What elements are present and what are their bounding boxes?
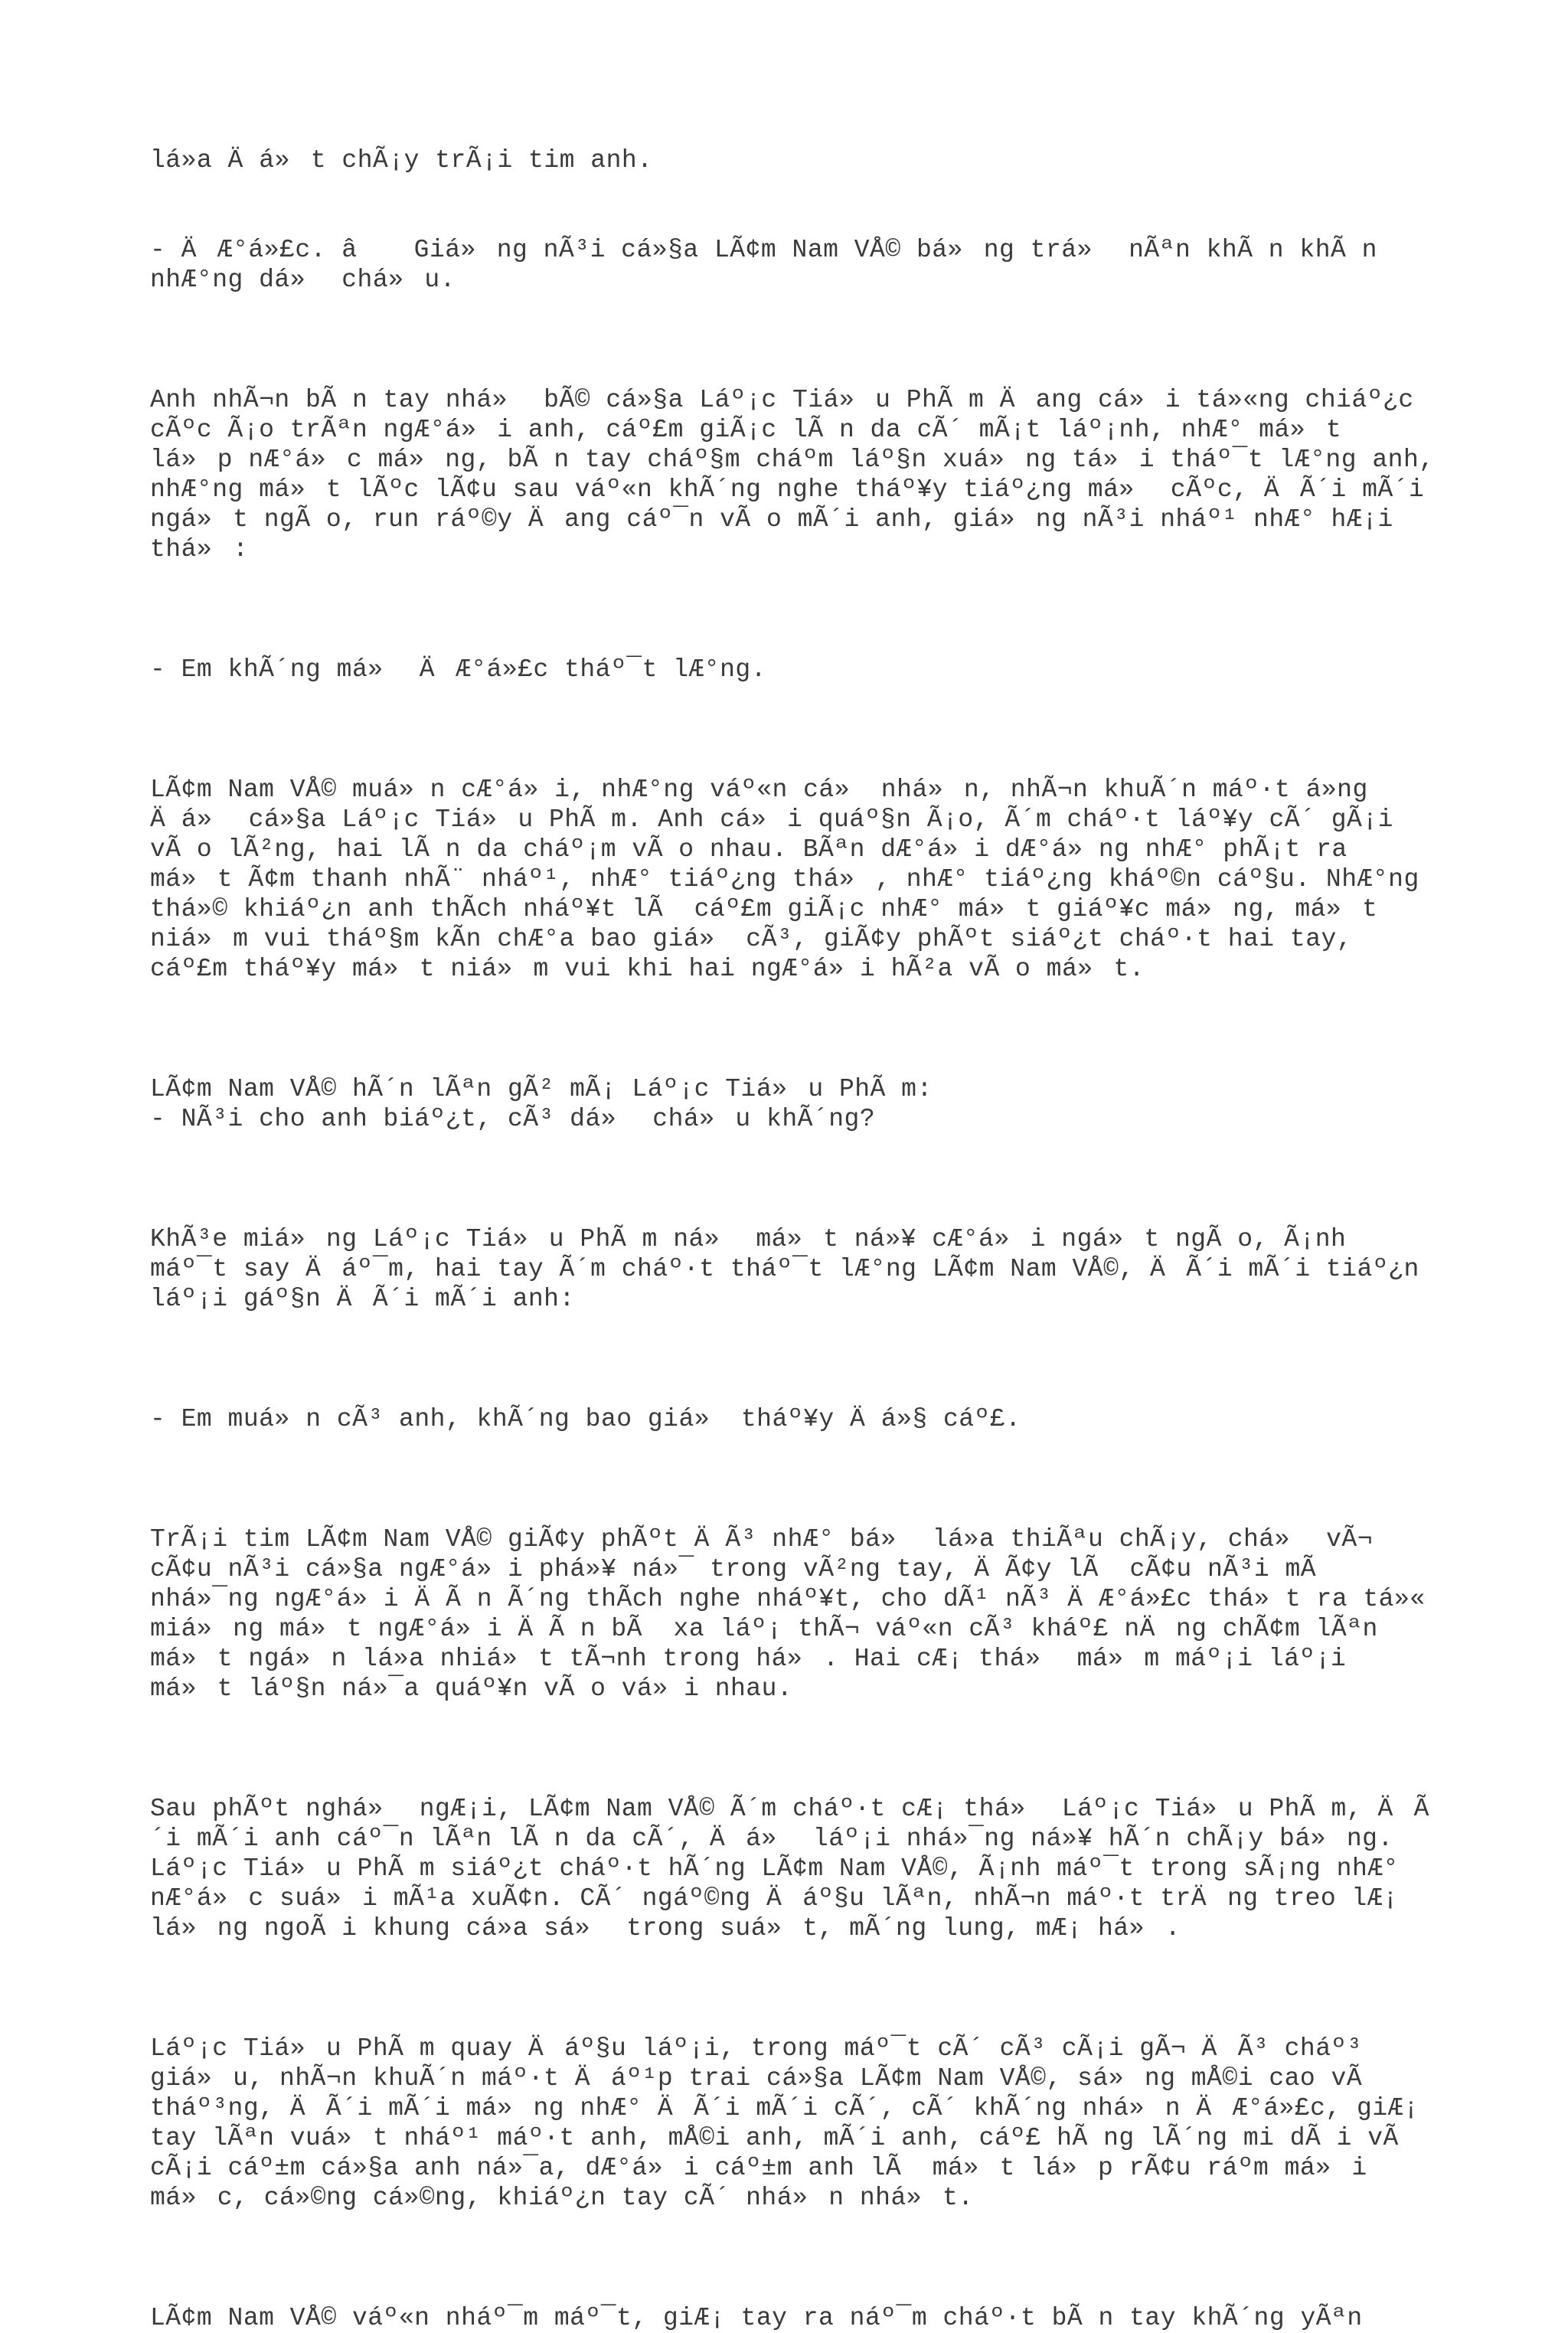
- paragraph: - Em muá»n cÃ³ anh, khÃ´ng bao giá» tháº¥y Äá»§ cáº£.: [150, 1405, 1021, 1433]
- paragraph: Anh nhÃ¬n bÃ n tay nhá» bÃ© cá»§a Láº¡c Tiá»u PhÃ m Äang cá»i tá»«ng chiáº¿c cÃºc Ã¡o trÃªn ngÆ°á»i anh, cáº£m giÃ¡c lÃ n da cÃ´ mÃ¡t láº¡nh, nhÆ° má»t lá»p nÆ°á»c má»ng, bÃ n tay cháº§m cháºm láº§n xuá»ng tá»i tháº¯t lÆ°ng anh, nhÆ°ng má»t lÃºc lÃ¢u sau váº«n khÃ´ng nghe tháº¥y tiáº¿ng má» cÃºc, ÄÃ´i mÃ´i ngá»t ngÃ o, run ráº©y Äang cáº¯n vÃ o mÃ´i anh, giá»ng nÃ³i nháº¹ nhÆ° hÆ¡i thá»:: [150, 386, 1450, 564]
- document-body: [150, 145, 1450, 2333]
- paragraph: - Em khÃ´ng má» ÄÆ°á»£c tháº¯t lÆ°ng.: [150, 655, 767, 684]
- paragraph: KhÃ³e miá»ng Láº¡c Tiá»u PhÃ m ná» má»t ná»¥ cÆ°á»i ngá»t ngÃ o, Ã¡nh máº¯t say Äáº¯m, hai tay Ã´m cháº·t tháº¯t lÆ°ng LÃ¢m Nam VÅ©, ÄÃ´i mÃ´i tiáº¿n láº¡i gáº§n ÄÃ´i mÃ´i anh:: [150, 1225, 1436, 1313]
- paragraph: Láº¡c Tiá»u PhÃ m quay Äáº§u láº¡i, trong máº¯t cÃ´ cÃ³ cÃ¡i gÃ¬ ÄÃ³ cháº³ giá» u, nhÃ¬n khuÃ´n máº·t Äáº¹p trai cá»§a LÃ¢m Nam VÅ©, sá»ng mÅ©i cao vÃ tháº³ng, ÄÃ´i mÃ´i má»ng nhÆ° ÄÃ´i mÃ´i cÃ´, cÃ´ khÃ´ng nhá»n ÄÆ°á»£c, giÆ¡ tay lÃªn vuá»t nháº¹ máº·t anh, mÅ©i anh, mÃ´i anh, cáº£ hÃ ng lÃ´ng mi dÃ i vÃ cÃ¡i cáº±m cá»§a anh ná»¯a, dÆ°á»i cáº±m anh lÃ má»t lá»p rÃ¢u ráºm má»i má»c, cá»©ng cá»©ng, khiáº¿n tay cÃ´ nhá»n nhá»t.: [150, 2034, 1435, 2212]
- paragraph: Sau phÃºt nghá» ngÆ¡i, LÃ¢m Nam VÅ© Ã´m cháº·t cÆ¡ thá» Láº¡c Tiá»u PhÃ m, ÄÃ´i mÃ´i anh cáº¯n lÃªn lÃ n da cÃ´, Äá» láº¡i nhá»¯ng ná»¥ hÃ´n chÃ¡y bá»ng. Láº¡c Tiá»u PhÃ m siáº¿t cháº·t hÃ´ng LÃ¢m Nam VÅ©, Ã¡nh máº¯t trong sÃ¡ng nhÆ° nÆ°á»c suá»i mÃ¹a xuÃ¢n. CÃ´ ngáº©ng Äáº§u lÃªn, nhÃ¬n máº·t trÄng treo lÆ¡ lá» ng ngoÃ i khung cá»a sá» trong suá»t, mÃ´ng lung, mÆ¡ há».: [150, 1795, 1429, 1943]
- paragraph: LÃ¢m Nam VÅ© muá»n cÆ°á»i, nhÆ°ng váº«n cá» nhá»n, nhÃ¬n khuÃ´n máº·t á»ng Äá» cá»§a Láº¡c Tiá»u PhÃ m. Anh cá»i quáº§n Ã¡o, Ã´m cháº·t láº¥y cÃ´ gÃ¡i vÃ o lÃ²ng, hai lÃ n da cháº¡m vÃ o nhau. BÃªn dÆ°á»i dÆ°á»ng nhÆ° phÃ¡t ra má»t Ã¢m thanh nhÃ¨ nháº¹, nhÆ° tiáº¿ng thá», nhÆ° tiáº¿ng kháº©n cáº§u. NhÆ°ng thá»© khiáº¿n anh thÃch nháº¥t lÃ cáº£m giÃ¡c nhÆ° má»t giáº¥c má»ng, má»t niá»m vui tháº§m kÃn chÆ°a bao giá» cÃ³, giÃ¢y phÃºt siáº¿t cháº·t hai tay, cáº£m tháº¥y má»t niá»m vui khi hai ngÆ°á»i hÃ²a vÃ o má»t.: [150, 776, 1436, 983]
- paragraph: lá»a Äá»t chÃ¡y trÃ¡i tim anh.: [150, 146, 653, 175]
- paragraph: LÃ¢m Nam VÅ© hÃ´n lÃªn gÃ² mÃ¡ Láº¡c Tiá»u PhÃ m: - NÃ³i cho anh biáº¿t, cÃ³ dá» chá»u khÃ´ng?: [150, 1075, 933, 1133]
- paragraph: LÃ¢m Nam VÅ© váº«n nháº¯m máº¯t, giÆ¡ tay ra náº¯m cháº·t bÃ n tay khÃ´ng yÃªn: [150, 2304, 1363, 2332]
- paragraph: - ÄÆ°á»£c. â Giá»ng nÃ³i cá»§a LÃ¢m Nam VÅ© bá»ng trá» nÃªn khÃ n khÃ n nhÆ°ng dá» chá»u.: [150, 236, 1393, 294]
- paragraph: TrÃ¡i tim LÃ¢m Nam VÅ© giÃ¢y phÃºt ÄÃ³ nhÆ° bá» lá»a thiÃªu chÃ¡y, chá» vÃ¬ cÃ¢u nÃ³i cá»§a ngÆ°á»i phá»¥ ná»¯ trong vÃ²ng tay, ÄÃ¢y lÃ cÃ¢u nÃ³i mÃ nhá»¯ng ngÆ°á»i ÄÃ n Ã´ng thÃch nghe nháº¥t, cho dÃ¹ nÃ³ ÄÆ°á»£c thá»t ra tá»« miá»ng má»t ngÆ°á»i ÄÃ n bÃ xa láº¡ thÃ¬ váº«n cÃ³ kháº£ nÄng chÃ¢m lÃªn má»t ngá»n lá»a nhiá»t tÃ¬nh trong há». Hai cÆ¡ thá» má»m máº¡i láº¡i má»t láº§n ná»¯a quáº¥n vÃ o vá»i nhau.: [150, 1525, 1441, 1703]
